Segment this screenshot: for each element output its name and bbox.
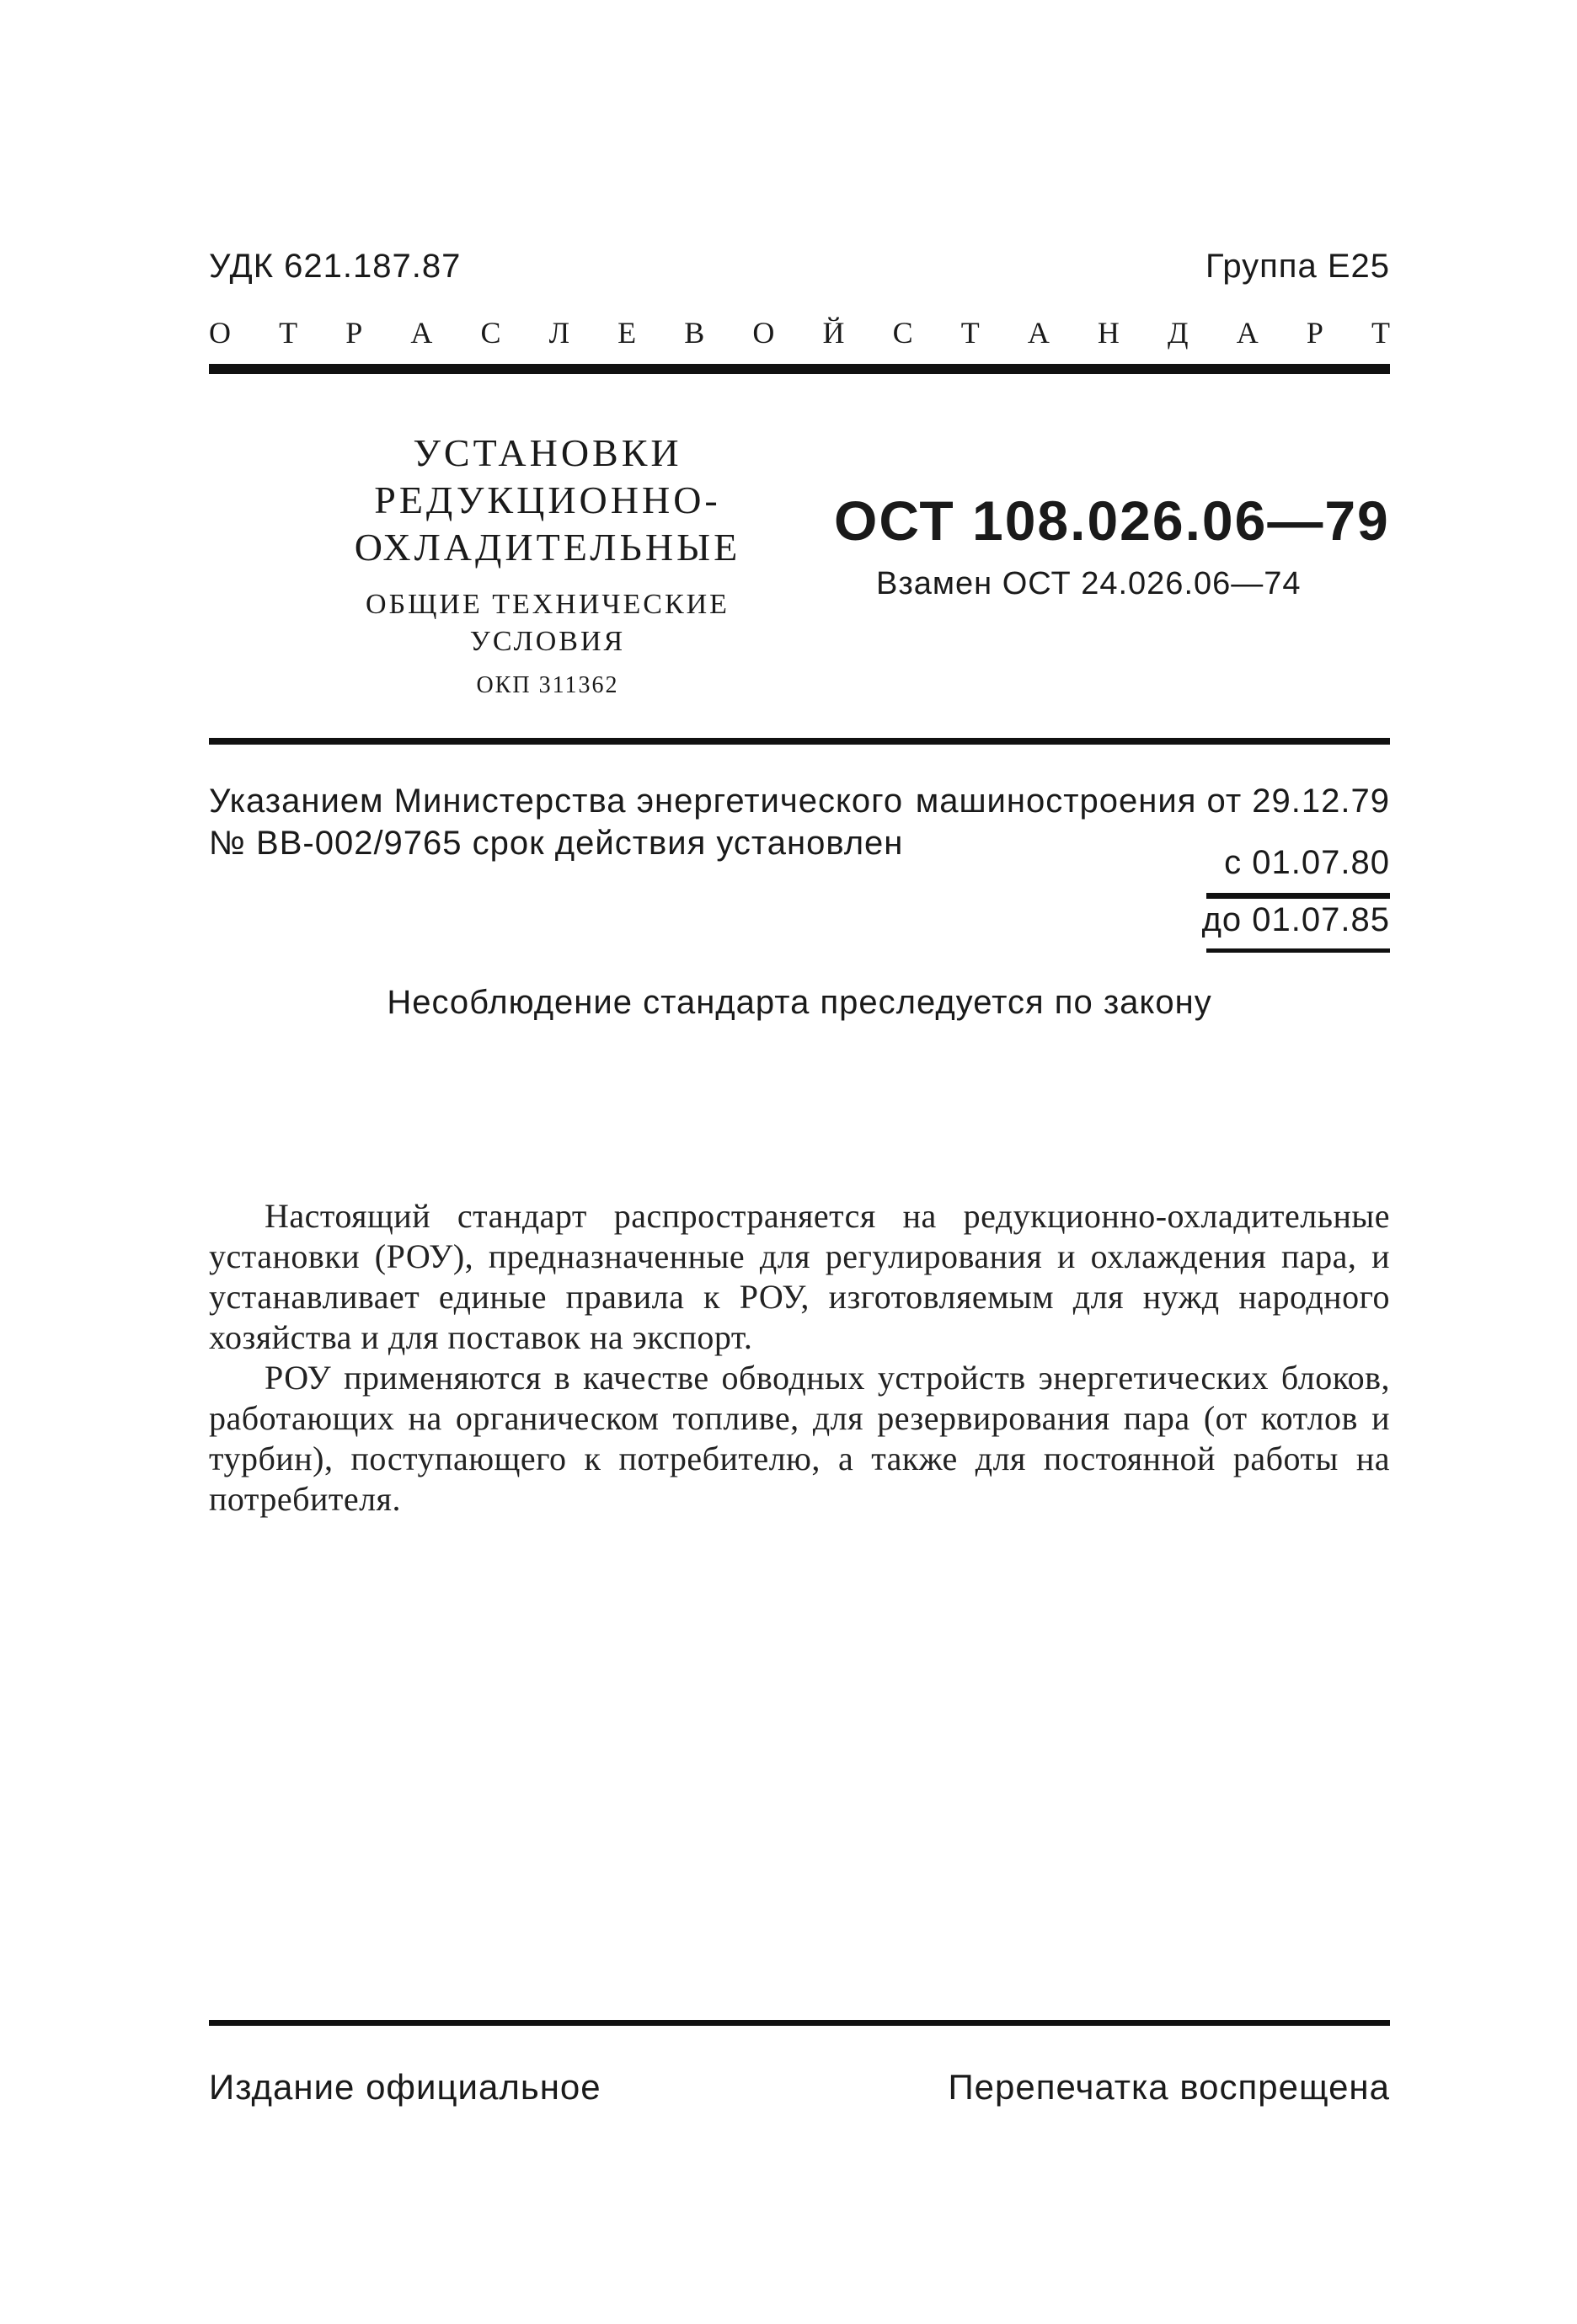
- banner-letter: Н: [1097, 316, 1120, 350]
- replaced-standard: Взамен ОСТ 24.026.06—74: [876, 566, 1302, 601]
- banner-letter: Й: [822, 316, 845, 350]
- directive-block: [209, 780, 1390, 864]
- okp-code: ОКП 311362: [476, 672, 619, 698]
- banner-letter: А: [1236, 316, 1259, 350]
- standard-number: ОСТ 108.026.06—79: [834, 489, 1390, 552]
- body-text: [209, 1196, 1390, 1520]
- valid-to-date: до 01.07.85: [1201, 901, 1390, 938]
- date-underline: [1206, 893, 1390, 899]
- banner-letter: Е: [617, 316, 637, 350]
- date-underline: [1206, 948, 1390, 953]
- paragraph: РОУ применяются в качестве обводных устройств энергетических блоков, работающих на органическом топливе, для резервирования пара (от котлов и турбин), поступающего к потребителю, а также для постоянной работы на потребителя.: [209, 1359, 1390, 1518]
- banner-letter: Д: [1168, 316, 1189, 350]
- banner-letter: Т: [1371, 316, 1390, 350]
- paragraph: Настоящий стандарт распространяется на редукционно-охладительные установки (РОУ), предназначенные для регулирования и охлаждения пара, и устанавливает единые правила к РОУ, изготовляемым для нужд народного хозяйства и для поставок на экспорт.: [209, 1197, 1390, 1356]
- banner-letter: Т: [960, 316, 980, 350]
- banner-letter: А: [1027, 316, 1050, 350]
- reprint-note: Перепечатка воспрещена: [948, 2067, 1390, 2107]
- footer-rule: [209, 2020, 1390, 2026]
- valid-from-date: с 01.07.80: [1224, 844, 1390, 881]
- banner-letter: А: [410, 316, 433, 350]
- title-block: [286, 430, 809, 701]
- legal-warning: Несоблюдение стандарта преследуется по закону: [387, 984, 1212, 1021]
- document-subtitle: ОБЩИЕ ТЕХНИЧЕСКИЕ УСЛОВИЯ: [366, 589, 730, 657]
- banner-letter: Р: [345, 316, 363, 350]
- group-code: Группа Е25: [1205, 248, 1390, 285]
- standard-type-banner: [209, 312, 1390, 354]
- banner-letter: С: [480, 316, 501, 350]
- directive-text: № ВВ-002/9765 срок действия установлен: [209, 825, 904, 862]
- banner-letter: Т: [279, 316, 298, 350]
- header-rule: [209, 364, 1390, 374]
- banner-letter: В: [684, 316, 705, 350]
- directive-text: машиностроения от 29.12.79: [915, 783, 1390, 820]
- banner-letter: О: [752, 316, 775, 350]
- directive-text: Указанием Министерства энергетического: [209, 783, 904, 820]
- banner-letter: Р: [1306, 316, 1323, 350]
- banner-letter: О: [209, 316, 231, 350]
- section-rule: [209, 738, 1390, 745]
- udk-code: УДК 621.187.87: [209, 248, 462, 285]
- title-line: ОХЛАДИТЕЛЬНЫЕ: [354, 526, 741, 569]
- title-line: РЕДУКЦИОННО-: [374, 478, 721, 521]
- banner-letter: С: [892, 316, 913, 350]
- edition-note: Издание официальное: [209, 2067, 601, 2107]
- banner-letter: Л: [548, 316, 570, 350]
- title-line: УСТАНОВКИ: [413, 431, 682, 474]
